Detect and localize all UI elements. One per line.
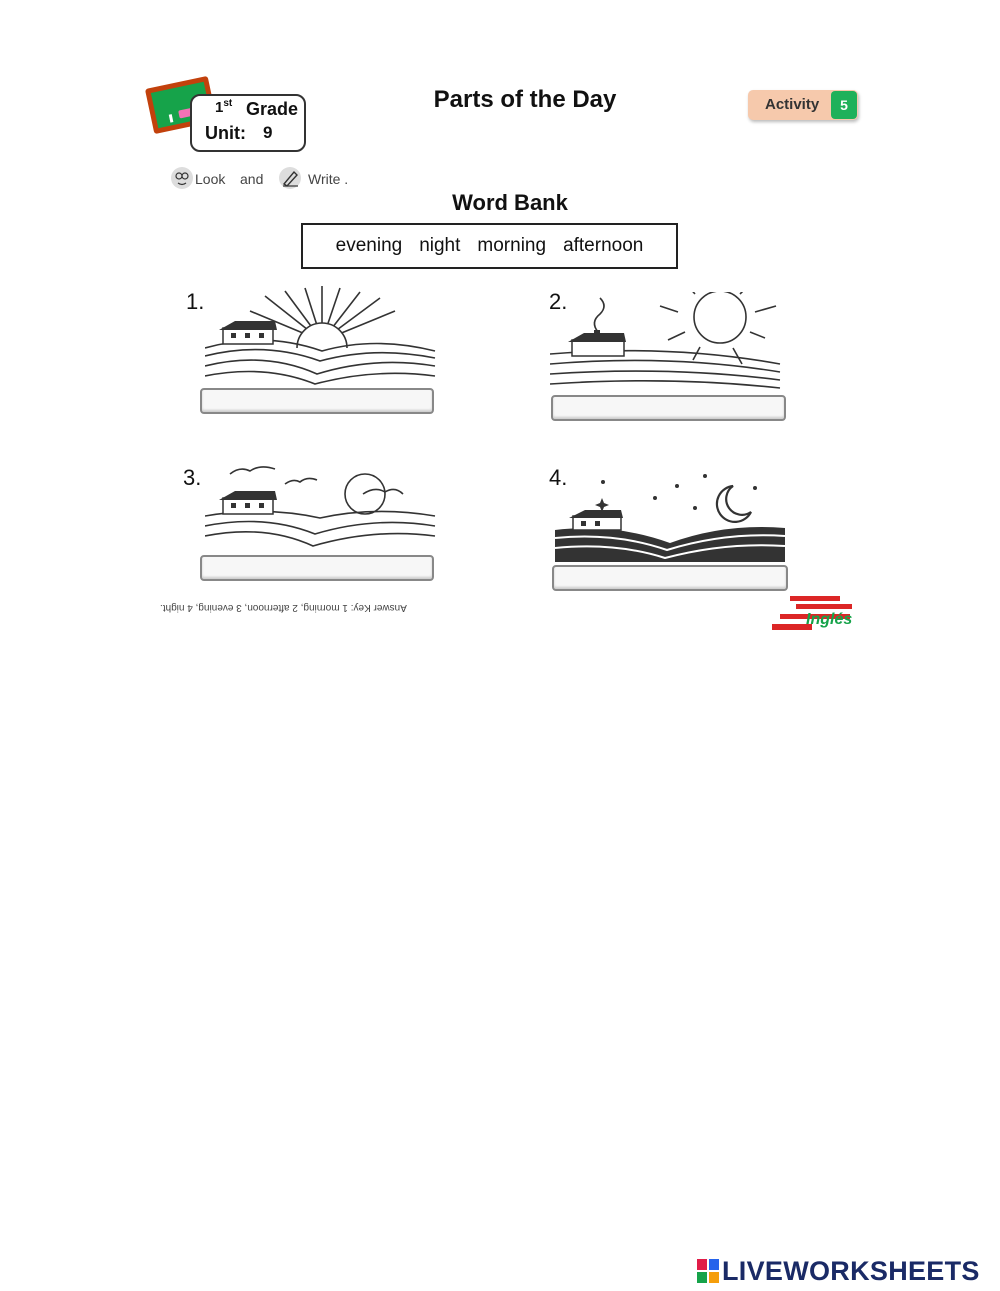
evening-scene-image bbox=[205, 456, 439, 552]
write-label: Write . bbox=[308, 171, 349, 187]
exercise-number: 4. bbox=[549, 465, 568, 490]
unit-label: Unit: bbox=[205, 123, 246, 143]
exercise-number: 3. bbox=[183, 465, 202, 490]
word-bank-word: night bbox=[419, 235, 461, 256]
ingles-logo bbox=[770, 590, 856, 634]
midday-sun-scene-image bbox=[550, 292, 788, 390]
look-icon bbox=[170, 166, 194, 190]
liveworksheets-logo bbox=[697, 1255, 993, 1287]
page-title: Parts of the Day bbox=[433, 86, 617, 113]
liveworksheets-brand: LIVEWORKSHEETS bbox=[722, 1255, 980, 1286]
word-bank bbox=[301, 223, 678, 269]
word-bank-title: Word Bank bbox=[452, 190, 568, 215]
exercise-number: 2. bbox=[549, 289, 568, 314]
grade-label: Grade bbox=[246, 99, 299, 119]
svg-text:Inglés: Inglés bbox=[806, 611, 853, 628]
unit-number: 9 bbox=[263, 123, 273, 142]
word-bank-word: evening bbox=[335, 235, 403, 256]
answer-key: Answer Key: 1 morning, 2 afternoon, 3 evening, 4 night. bbox=[160, 602, 407, 613]
answer-input[interactable] bbox=[552, 565, 788, 591]
answer-input[interactable] bbox=[200, 555, 434, 581]
activity-label: Activity bbox=[765, 96, 820, 113]
answer-input[interactable] bbox=[551, 395, 786, 421]
activity-number: 5 bbox=[831, 91, 857, 119]
word-bank-word: morning bbox=[477, 235, 547, 256]
liveworksheets-icon bbox=[697, 1259, 719, 1283]
pencil-icon bbox=[278, 166, 302, 190]
look-label: Look bbox=[195, 171, 226, 187]
and-label: and bbox=[240, 171, 264, 187]
grade-number: 1st bbox=[215, 98, 233, 116]
sunrise-scene-image bbox=[205, 286, 439, 386]
word-bank-word: afternoon bbox=[563, 235, 644, 256]
exercise-number: 1. bbox=[186, 289, 205, 314]
answer-input[interactable] bbox=[200, 388, 434, 414]
night-scene-image bbox=[555, 468, 787, 562]
